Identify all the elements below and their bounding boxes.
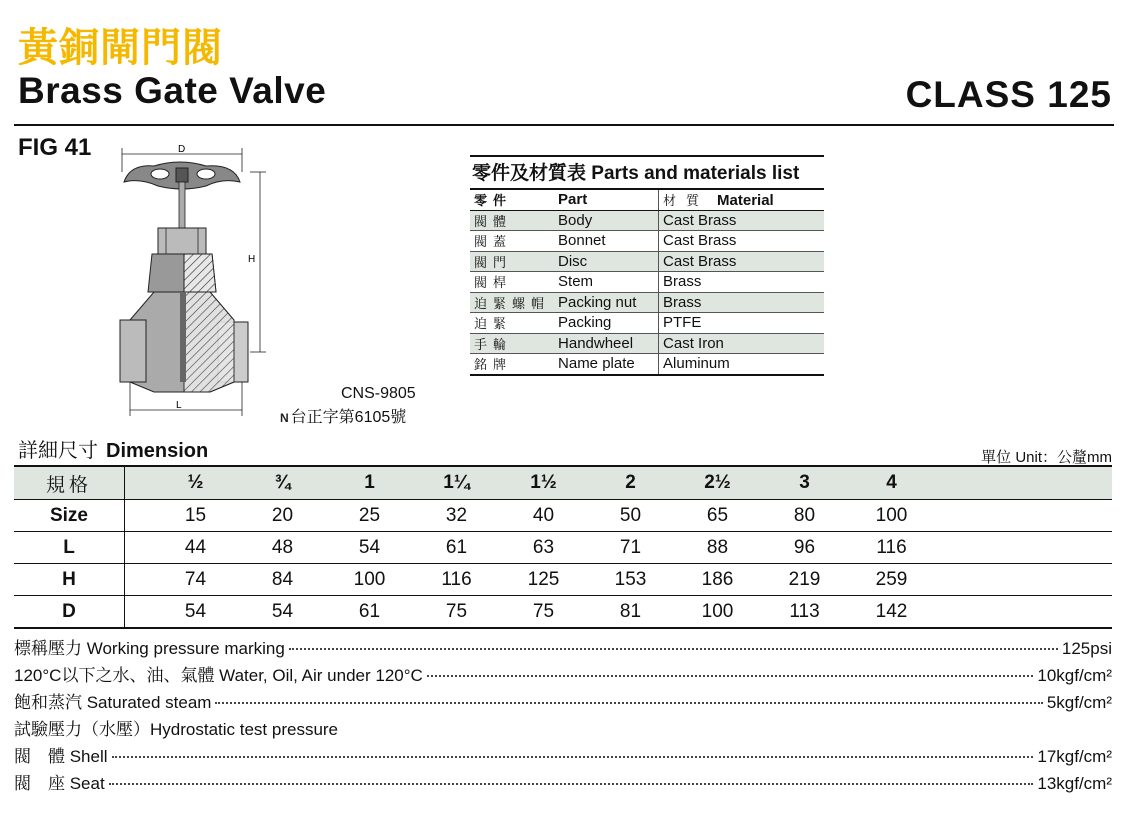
parts-row [470, 292, 824, 313]
value-cell: 80 [761, 500, 848, 532]
value-cell: 61 [413, 532, 500, 564]
value-cell: 153 [587, 564, 674, 596]
parts-row [470, 313, 824, 334]
value-cell: 71 [587, 532, 674, 564]
part-en: Bonnet [554, 231, 659, 252]
steam-pressure-label: 飽和蒸汽 Saturated steam [14, 693, 212, 712]
unit-label: 單位 Unit：公釐mm [981, 449, 1112, 466]
value-cell: 65 [674, 500, 761, 532]
value-cell: 75 [413, 596, 500, 629]
spacer [125, 596, 153, 629]
spec-row [14, 466, 1112, 500]
value-cell: 88 [674, 532, 761, 564]
seat-pressure-value: 13kgf/cm² [1037, 774, 1112, 793]
title-english: Brass Gate Valve [18, 70, 327, 111]
spec-cell: 1½ [500, 466, 587, 500]
part-en: Disc [554, 251, 659, 272]
value-cell: 96 [761, 532, 848, 564]
material-header [659, 190, 824, 210]
part-cn: 迫緊螺帽 [470, 292, 554, 313]
spacer [935, 532, 1112, 564]
spacer [125, 466, 153, 500]
leader-dots [427, 675, 1034, 677]
parts-row [470, 210, 824, 231]
value-cell: 100 [326, 564, 413, 596]
part-material: Cast Iron [659, 333, 824, 354]
dimension-row [14, 596, 1112, 629]
part-cn: 銘牌 [470, 354, 554, 375]
value-cell: 259 [848, 564, 935, 596]
row-label: 規格 [14, 466, 125, 500]
value-cell: 100 [848, 500, 935, 532]
parts-row [470, 272, 824, 293]
part-en: Body [554, 210, 659, 231]
value-cell: 100 [674, 596, 761, 629]
value-cell: 75 [500, 596, 587, 629]
parts-table-caption: 零件及材質表 Parts and materials list [470, 155, 824, 190]
spec-cell: 4 [848, 466, 935, 500]
class-label: CLASS 125 [905, 74, 1112, 115]
part-material: Cast Brass [659, 251, 824, 272]
working-pressure-value: 125psi [1061, 639, 1112, 658]
water-pressure-line [14, 661, 1112, 686]
part-cn: 閥蓋 [470, 231, 554, 252]
spacer [935, 500, 1112, 532]
part-en: Name plate [554, 354, 659, 375]
spec-cell: ½ [152, 466, 239, 500]
parts-row [470, 354, 824, 375]
part-material: Cast Brass [659, 210, 824, 231]
steam-pressure-value: 5kgf/cm² [1046, 693, 1112, 712]
part-en: Packing [554, 313, 659, 334]
approval-mark: N [280, 411, 289, 425]
part-cn: 閥桿 [470, 272, 554, 293]
value-cell: 54 [239, 596, 326, 629]
spacer [125, 532, 153, 564]
title-chinese: 黃銅閘門閥 [18, 25, 223, 71]
parts-row [470, 333, 824, 354]
material-cn-header: 材質 [663, 194, 710, 210]
value-cell: 116 [848, 532, 935, 564]
part-en: Stem [554, 272, 659, 293]
row-label: H [14, 564, 125, 596]
value-cell: 61 [326, 596, 413, 629]
parts-header-row [470, 190, 824, 210]
value-cell: 186 [674, 564, 761, 596]
value-cell: 84 [239, 564, 326, 596]
value-cell: 50 [587, 500, 674, 532]
value-cell: 40 [500, 500, 587, 532]
spacer [125, 564, 153, 596]
value-cell: 116 [413, 564, 500, 596]
value-cell: 125 [500, 564, 587, 596]
value-cell: 20 [239, 500, 326, 532]
part-cn: 迫緊 [470, 313, 554, 334]
part-material: Brass [659, 272, 824, 293]
part-cn-header: 零件 [470, 190, 554, 210]
seat-pressure-label: 閥 座 Seat [14, 774, 105, 793]
value-cell: 32 [413, 500, 500, 532]
parts-row [470, 251, 824, 272]
dimension-row [14, 500, 1112, 532]
header-rule [14, 124, 1114, 126]
standard-code: CNS-9805 [341, 385, 416, 402]
water-pressure-label: 120°C以下之水、油、氣體 Water, Oil, Air under 120°C [14, 666, 423, 685]
part-material: Cast Brass [659, 231, 824, 252]
value-cell: 142 [848, 596, 935, 629]
approval-number [280, 404, 406, 427]
spec-cell: ¾ [239, 466, 326, 500]
value-cell: 15 [152, 500, 239, 532]
value-cell: 63 [500, 532, 587, 564]
part-material: PTFE [659, 313, 824, 334]
value-cell: 25 [326, 500, 413, 532]
figure-label: FIG 41 [18, 134, 92, 161]
material-en-header: Material [717, 192, 774, 210]
leader-dots [215, 702, 1042, 704]
leader-dots [109, 783, 1034, 785]
value-cell: 44 [152, 532, 239, 564]
test-pressure-label: 試驗壓力（水壓）Hydrostatic test pressure [14, 720, 339, 739]
part-material: Aluminum [659, 354, 824, 375]
dimension-title-cn: 詳細尺寸 [18, 438, 98, 462]
dimension-title [18, 434, 208, 463]
dim-label-l: L [176, 400, 182, 411]
dim-label-d: D [178, 144, 186, 155]
value-cell: 113 [761, 596, 848, 629]
part-material: Brass [659, 292, 824, 313]
row-label: Size [14, 500, 125, 532]
spec-cell: 3 [761, 466, 848, 500]
part-en: Handwheel [554, 333, 659, 354]
row-label: D [14, 596, 125, 629]
parts-row [470, 231, 824, 252]
part-en: Packing nut [554, 292, 659, 313]
part-cn: 閥體 [470, 210, 554, 231]
parts-materials-table [470, 155, 824, 376]
approval-text: 台正字第6105號 [290, 409, 407, 426]
water-pressure-value: 10kgf/cm² [1037, 666, 1112, 685]
dimension-row [14, 564, 1112, 596]
seat-pressure-line [14, 769, 1112, 794]
leader-dots [289, 648, 1058, 650]
spacer [125, 500, 153, 532]
spacer [935, 596, 1112, 629]
shell-pressure-line [14, 742, 1112, 767]
working-pressure-label: 標稱壓力 Working pressure marking [14, 639, 285, 658]
spacer [935, 564, 1112, 596]
steam-pressure-line [14, 688, 1112, 713]
value-cell: 54 [326, 532, 413, 564]
dim-label-h: H [248, 254, 256, 265]
dimension-title-en: Dimension [106, 440, 209, 462]
value-cell: 48 [239, 532, 326, 564]
value-cell: 74 [152, 564, 239, 596]
value-cell: 54 [152, 596, 239, 629]
valve-drawing [110, 142, 280, 422]
leader-dots [112, 756, 1034, 758]
spec-cell: 2 [587, 466, 674, 500]
spacer [935, 466, 1112, 500]
dimension-table [14, 465, 1112, 629]
spec-cell: 1¼ [413, 466, 500, 500]
spec-cell: 2½ [674, 466, 761, 500]
dimension-row [14, 532, 1112, 564]
value-cell: 81 [587, 596, 674, 629]
value-cell: 219 [761, 564, 848, 596]
part-cn: 閥門 [470, 251, 554, 272]
spec-cell: 1 [326, 466, 413, 500]
shell-pressure-label: 閥 體 Shell [14, 747, 108, 766]
shell-pressure-value: 17kgf/cm² [1037, 747, 1112, 766]
part-cn: 手輪 [470, 333, 554, 354]
part-en-header: Part [554, 190, 659, 210]
working-pressure-line [14, 634, 1112, 659]
row-label: L [14, 532, 125, 564]
test-pressure-line [14, 715, 1112, 740]
